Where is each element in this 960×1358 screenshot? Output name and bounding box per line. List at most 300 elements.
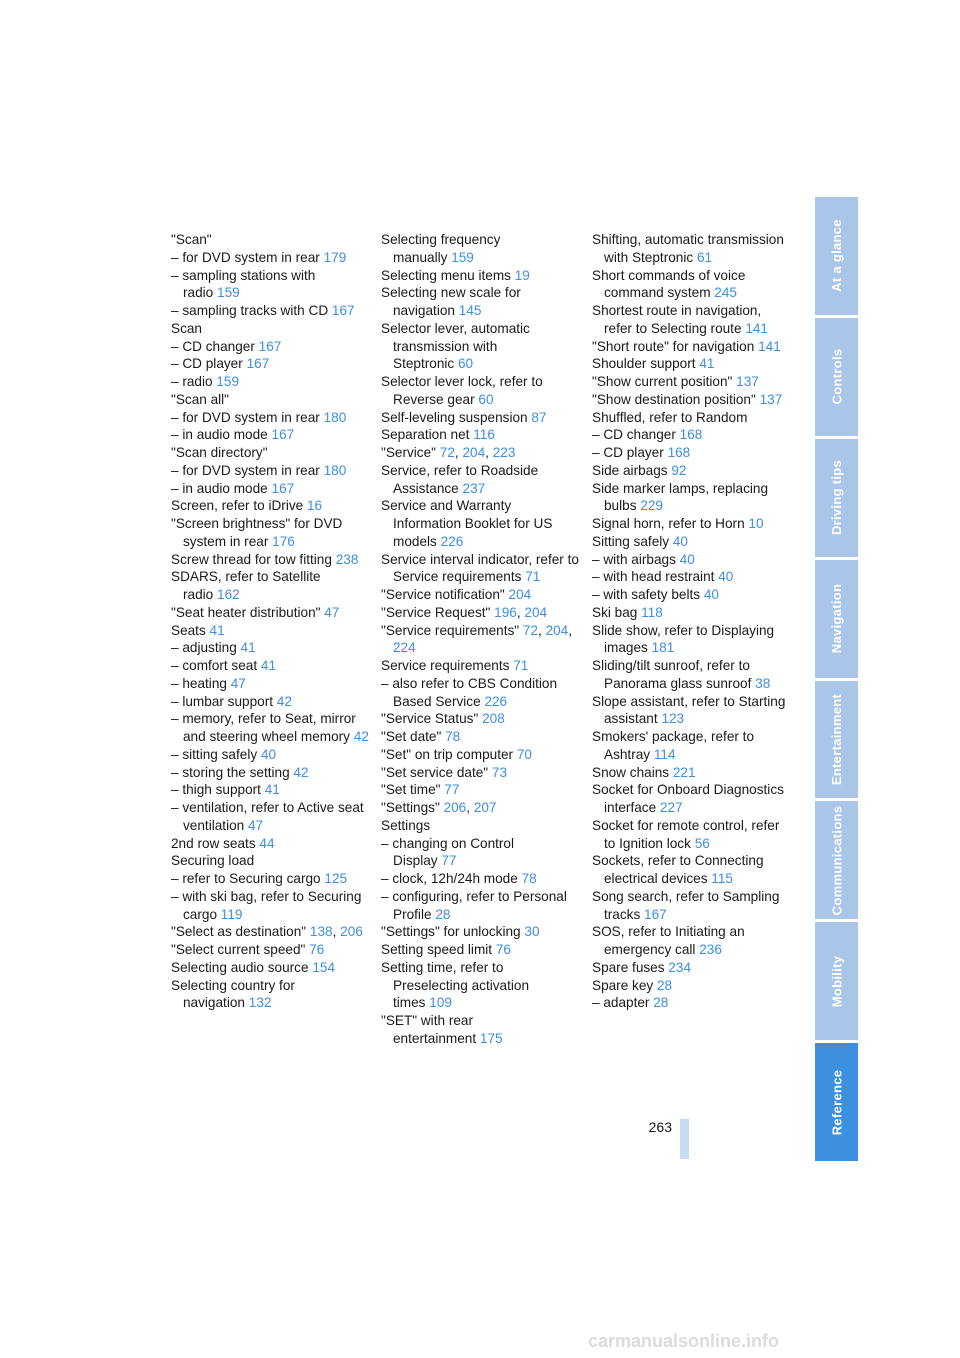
page-reference-link[interactable]: 30 bbox=[524, 924, 540, 940]
index-entry bbox=[171, 391, 371, 409]
index-entry bbox=[171, 870, 371, 888]
index-entry-term: 2nd row seats bbox=[171, 835, 256, 851]
index-entry-term: Slope assistant, refer to Starting assistant bbox=[592, 693, 786, 727]
page-reference-link[interactable]: 221 bbox=[672, 764, 696, 780]
page-reference-link[interactable]: 42 bbox=[276, 693, 292, 709]
index-entry bbox=[592, 480, 792, 516]
chapter-tab-label: Reference bbox=[829, 1069, 845, 1135]
page-reference-link[interactable]: 137 bbox=[736, 374, 759, 389]
index-entry bbox=[171, 444, 371, 462]
index-entry bbox=[592, 693, 792, 729]
index-entry: "Select as destination" 138, 206 bbox=[171, 924, 363, 940]
page-reference-link[interactable]: 10 bbox=[748, 516, 764, 531]
index-entry bbox=[171, 551, 371, 569]
index-entry bbox=[171, 249, 371, 267]
index-entry bbox=[592, 888, 792, 924]
index-entry bbox=[381, 870, 581, 888]
page-reference-link[interactable]: 87 bbox=[531, 409, 547, 425]
page-reference-link[interactable]: 40 bbox=[718, 569, 734, 585]
index-entry-term: Selector lever, automatic transmission with Steptronic bbox=[381, 320, 530, 372]
index-entry bbox=[171, 302, 371, 320]
index-entry bbox=[171, 959, 371, 977]
index-entry bbox=[171, 462, 371, 480]
page-reference-link[interactable]: 41 bbox=[699, 356, 715, 372]
page-reference-link[interactable]: 175 bbox=[479, 1030, 503, 1046]
index-entry-term: SDARS, refer to Satellite radio bbox=[171, 569, 321, 602]
page-reference-link[interactable]: 28 bbox=[653, 995, 669, 1011]
page-reference-link[interactable]: 223 bbox=[492, 445, 516, 460]
index-entry-term: – refer to Securing cargo bbox=[171, 871, 321, 886]
chapter-tab-label: Mobility bbox=[829, 955, 845, 1007]
index-entry-term: – comfort seat bbox=[171, 658, 258, 673]
index-entry-term: Separation net bbox=[381, 427, 470, 443]
chapter-tab-label: Navigation bbox=[829, 583, 844, 654]
page-reference-link[interactable]: 179 bbox=[323, 249, 347, 265]
index-entry-term: "SET" with rear entertainment bbox=[381, 1013, 477, 1046]
index-entry bbox=[592, 586, 792, 604]
chapter-tabs bbox=[815, 197, 858, 1161]
page-reference-link[interactable]: 168 bbox=[667, 445, 691, 460]
index-entry bbox=[171, 497, 371, 515]
page-reference-link[interactable]: 159 bbox=[451, 249, 474, 265]
index-entry bbox=[171, 977, 371, 1013]
index-entry bbox=[171, 710, 371, 746]
index-entry bbox=[592, 728, 792, 764]
index-entry-term: – also refer to CBS Condition Based Service bbox=[381, 675, 558, 709]
index-entry bbox=[381, 781, 581, 799]
index-entry bbox=[592, 409, 792, 427]
index-entry bbox=[171, 941, 371, 959]
index-entry-term: "Set date" bbox=[381, 729, 442, 744]
index-entry: "Service" 72, 204, 223 bbox=[381, 445, 516, 460]
index-entry bbox=[592, 977, 792, 995]
page-reference-link[interactable]: 42 bbox=[293, 764, 309, 780]
index-entry-term: Selecting frequency manually bbox=[381, 232, 501, 265]
page-reference-link[interactable]: 204 bbox=[508, 587, 532, 602]
page-reference-link[interactable]: 206 bbox=[340, 924, 363, 940]
index-entry bbox=[592, 657, 792, 693]
page-reference-link[interactable]: 60 bbox=[458, 356, 474, 372]
page-reference-link[interactable]: 196 bbox=[494, 604, 517, 620]
page-reference-link[interactable]: 159 bbox=[217, 285, 240, 301]
index-entry-term: "Short route" for navigation bbox=[592, 338, 755, 354]
index-entry-term: – CD changer bbox=[171, 338, 255, 354]
index-entry-term: Short commands of voice command system bbox=[592, 267, 746, 301]
page-reference-link[interactable]: 40 bbox=[679, 551, 695, 567]
page-reference-link[interactable]: 19 bbox=[514, 267, 530, 283]
index-entry-term: – with ski bag, refer to Securing cargo bbox=[171, 888, 362, 922]
page-reference-link[interactable]: 118 bbox=[641, 604, 663, 620]
page-reference-link[interactable]: 237 bbox=[462, 480, 486, 496]
index-entry bbox=[592, 355, 792, 373]
page-reference-link[interactable]: 47 bbox=[324, 604, 340, 620]
index-entry-term: – radio bbox=[171, 374, 213, 389]
index-entry-term: – CD player bbox=[171, 356, 243, 372]
index-entry-term: Setting time, refer to Preselecting activation times bbox=[381, 959, 530, 1011]
page-reference-link[interactable]: 141 bbox=[745, 320, 768, 336]
index-entry-term: "Select current speed" bbox=[171, 942, 306, 957]
index-entry-term: – with safety belts bbox=[592, 587, 701, 602]
index-entry-term: – for DVD system in rear bbox=[171, 249, 320, 265]
index-entry bbox=[592, 764, 792, 782]
index-entry-term: – in audio mode bbox=[171, 427, 268, 443]
index-entry bbox=[171, 568, 371, 604]
index-entry bbox=[381, 817, 581, 835]
index-entry bbox=[381, 284, 581, 320]
page-reference-link[interactable]: 56 bbox=[694, 835, 710, 851]
page-reference-link[interactable]: 92 bbox=[671, 462, 687, 478]
page-reference-link[interactable]: 132 bbox=[248, 995, 272, 1011]
index-entry-term: – with airbags bbox=[592, 551, 676, 567]
index-entry-term: "Scan" bbox=[171, 232, 212, 247]
page-reference-link[interactable]: 167 bbox=[331, 303, 355, 318]
index-entry-term: Side airbags bbox=[592, 462, 668, 478]
index-entry bbox=[171, 693, 371, 711]
index-entry-term: Self-leveling suspension bbox=[381, 409, 528, 425]
page-reference-link[interactable]: 40 bbox=[703, 587, 719, 602]
page-reference-link[interactable]: 78 bbox=[521, 871, 537, 886]
index-entry-term: "Select as destination" bbox=[171, 924, 307, 940]
page-reference-link[interactable]: 236 bbox=[699, 942, 722, 957]
index-column-3 bbox=[592, 231, 792, 1012]
index-entry-term: "Seat heater distribution" bbox=[171, 604, 321, 620]
index-entry bbox=[592, 551, 792, 569]
index-entry-term: "Set time" bbox=[381, 782, 441, 798]
index-entry-term: – sitting safely bbox=[171, 746, 258, 762]
index-entry bbox=[381, 551, 581, 587]
index-entry-term: – memory, refer to Seat, mirror and steering wheel memory bbox=[171, 711, 356, 744]
page-reference-link[interactable]: 41 bbox=[209, 622, 225, 638]
index-entry bbox=[171, 338, 371, 356]
index-entry-term: – thigh support bbox=[171, 782, 261, 798]
page-reference-link[interactable]: 41 bbox=[240, 640, 256, 656]
page-reference-link[interactable]: 76 bbox=[309, 942, 325, 957]
page-reference-link[interactable]: 167 bbox=[271, 427, 295, 443]
index-entry bbox=[592, 622, 792, 658]
page-reference-link[interactable]: 47 bbox=[230, 675, 246, 691]
index-entry-term: "Service" bbox=[381, 445, 436, 460]
index-entry-term: – adjusting bbox=[171, 640, 237, 656]
chapter-tab-label: Driving tips bbox=[829, 460, 845, 536]
index-entry-term: – adapter bbox=[592, 995, 650, 1011]
index-entry: "Service requirements" 72, 204, 224 bbox=[381, 622, 573, 656]
page-number-bar bbox=[680, 1119, 689, 1159]
index-entry bbox=[171, 409, 371, 427]
chapter-tab-label: Controls bbox=[829, 348, 844, 405]
index-entry-term: Song search, refer to Sampling tracks bbox=[592, 888, 780, 922]
index-entry bbox=[171, 373, 371, 391]
page-reference-link[interactable]: 71 bbox=[513, 658, 529, 673]
page-reference-link[interactable]: 176 bbox=[272, 533, 295, 549]
index-entry-term: "Service requirements" bbox=[381, 622, 520, 638]
page-reference-link[interactable]: 162 bbox=[217, 587, 240, 602]
index-entry bbox=[592, 817, 792, 853]
index-entry-term: "Scan directory" bbox=[171, 445, 268, 460]
page-reference-link[interactable]: 28 bbox=[435, 906, 451, 922]
index-entry-term: Screen, refer to iDrive bbox=[171, 498, 304, 514]
page-reference-link[interactable]: 40 bbox=[260, 746, 277, 762]
page-reference-link[interactable]: 123 bbox=[661, 711, 685, 727]
index-entry-term: – for DVD system in rear bbox=[171, 462, 320, 478]
page-reference-link[interactable]: 77 bbox=[441, 853, 457, 869]
page-reference-link[interactable]: 71 bbox=[525, 569, 541, 585]
index-entry-term: "Screen brightness" for DVD system in rear bbox=[171, 516, 343, 549]
index-entry-term: "Service notification" bbox=[381, 587, 505, 602]
index-entry bbox=[171, 320, 371, 338]
index-entry-term: Socket for remote control, refer to Ignition lock bbox=[592, 817, 780, 851]
index-entry-term: Sockets, refer to Connecting electrical devices bbox=[592, 853, 764, 886]
page-reference-link[interactable]: 40 bbox=[672, 533, 688, 549]
index-entry bbox=[381, 586, 581, 604]
page-reference-link[interactable]: 77 bbox=[444, 782, 460, 798]
page-reference-link[interactable]: 141 bbox=[758, 338, 781, 354]
chapter-tab-reference[interactable] bbox=[815, 1043, 858, 1161]
index-entry bbox=[171, 355, 371, 373]
page-reference-link[interactable]: 167 bbox=[246, 356, 270, 372]
index-entry bbox=[171, 675, 371, 693]
index-entry bbox=[592, 267, 792, 303]
index-entry-term: "Show destination position" bbox=[592, 391, 756, 407]
index-entry bbox=[592, 444, 792, 462]
index-entry-term: – ventilation, refer to Active seat ventilation bbox=[171, 800, 364, 833]
chapter-tab-label: Communications bbox=[829, 805, 844, 916]
index-entry bbox=[381, 462, 581, 498]
index-entry bbox=[171, 639, 371, 657]
index-entry-term: "Show current position" bbox=[592, 374, 733, 389]
chapter-tab-communications[interactable] bbox=[815, 801, 858, 919]
page-reference-link[interactable]: 227 bbox=[659, 800, 683, 815]
page-reference-link[interactable]: 224 bbox=[393, 640, 416, 656]
page-reference-link[interactable]: 154 bbox=[312, 959, 336, 975]
index-entry bbox=[381, 409, 581, 427]
index-entry bbox=[381, 728, 581, 746]
page-reference-link[interactable]: 181 bbox=[651, 640, 675, 656]
index-entry-term: "Scan all" bbox=[171, 391, 230, 407]
page-reference-link[interactable]: 137 bbox=[759, 391, 783, 407]
index-entry-term: Service requirements bbox=[381, 658, 510, 673]
index-entry-term: "Set" on trip computer bbox=[381, 746, 514, 762]
index-entry-term: Selecting audio source bbox=[171, 959, 309, 975]
index-entry-term: Shuffled, refer to Random bbox=[592, 409, 748, 425]
index-entry bbox=[171, 604, 371, 622]
page-reference-link[interactable]: 116 bbox=[473, 427, 495, 443]
index-entry bbox=[171, 764, 371, 782]
page-reference-link[interactable]: 60 bbox=[478, 391, 494, 407]
index-entry-term: – with head restraint bbox=[592, 569, 715, 585]
page-reference-link[interactable]: 145 bbox=[458, 303, 482, 318]
chapter-tab-at-a-glance[interactable] bbox=[815, 197, 858, 315]
index-entry-term: Shortest route in navigation, refer to Selecting route bbox=[592, 303, 762, 336]
page-reference-link[interactable]: 47 bbox=[248, 817, 264, 833]
chapter-tab-label: Entertainment bbox=[829, 693, 844, 786]
index-entry: "Settings" 206, 207 bbox=[381, 800, 497, 815]
index-entry bbox=[592, 923, 792, 959]
index-entry-term: Selecting menu items bbox=[381, 267, 511, 283]
page-reference-link[interactable]: 119 bbox=[220, 906, 243, 922]
page-reference-link[interactable]: 109 bbox=[429, 995, 452, 1011]
index-entry bbox=[171, 231, 371, 249]
index-entry-term: Securing load bbox=[171, 853, 255, 869]
index-entry bbox=[381, 746, 581, 764]
index-entry bbox=[592, 568, 792, 586]
index-entry bbox=[381, 231, 581, 267]
index-entry-term: Scan bbox=[171, 320, 202, 336]
page-reference-link[interactable]: 70 bbox=[516, 746, 532, 762]
index-entry bbox=[171, 781, 371, 799]
index-entry bbox=[381, 710, 581, 728]
index-entry-term: – clock, 12h/24h mode bbox=[381, 871, 518, 886]
index-entry-term: Side marker lamps, replacing bulbs bbox=[592, 480, 769, 514]
index-entry bbox=[592, 231, 792, 267]
index-entry-term: "Service Request" bbox=[381, 604, 491, 620]
index-entry-term: – for DVD system in rear bbox=[171, 409, 320, 425]
page-number: 263 bbox=[648, 1119, 672, 1135]
index-entry bbox=[381, 675, 581, 711]
page-reference-link[interactable]: 234 bbox=[668, 959, 692, 975]
index-entry bbox=[592, 533, 792, 551]
page-reference-link[interactable]: 159 bbox=[216, 374, 240, 389]
index-entry-term: "Set service date" bbox=[381, 764, 489, 780]
index-entry bbox=[171, 888, 371, 924]
index-entry-term: Socket for Onboard Diagnostics interface bbox=[592, 782, 784, 815]
index-entry bbox=[592, 515, 792, 533]
index-entry-term: Selecting new scale for navigation bbox=[381, 285, 521, 318]
page-reference-link[interactable]: 38 bbox=[755, 675, 771, 691]
page-reference-link[interactable]: 72 bbox=[522, 622, 538, 638]
index-entry bbox=[381, 497, 581, 550]
index-entry-term: "Settings" for unlocking bbox=[381, 924, 521, 940]
page-reference-link[interactable]: 245 bbox=[714, 285, 737, 301]
index-entry bbox=[171, 746, 371, 764]
index-entry-term: Seats bbox=[171, 622, 206, 638]
chapter-tab-entertainment[interactable] bbox=[815, 681, 858, 799]
index-entry bbox=[381, 373, 581, 409]
page-reference-link[interactable]: 138 bbox=[309, 924, 333, 940]
index-entry bbox=[592, 426, 792, 444]
index-entry-term: – CD player bbox=[592, 445, 664, 460]
index-entry bbox=[592, 852, 792, 888]
index-entry-term: Spare key bbox=[592, 977, 654, 993]
index-entry-term: – CD changer bbox=[592, 427, 676, 443]
index-entry-term: Service interval indicator, refer to Service requirements bbox=[381, 551, 579, 585]
index-entry bbox=[592, 781, 792, 817]
index-entry-term: Service, refer to Roadside Assistance bbox=[381, 462, 539, 496]
index-entry-term: – sampling tracks with CD bbox=[171, 303, 329, 318]
page-reference-link[interactable]: 204 bbox=[462, 445, 486, 460]
page-reference-link[interactable]: 16 bbox=[307, 498, 323, 514]
page-reference-link[interactable]: 204 bbox=[545, 622, 569, 638]
index-entry-term: – sampling stations with radio bbox=[171, 267, 316, 301]
index-entry-term: – storing the setting bbox=[171, 764, 290, 780]
index-entry-term: – lumbar support bbox=[171, 693, 274, 709]
chapter-tab-navigation[interactable] bbox=[815, 560, 858, 678]
page-reference-link[interactable]: 168 bbox=[679, 427, 703, 443]
index-entry-term: Setting speed limit bbox=[381, 942, 493, 957]
page-reference-link[interactable]: 28 bbox=[657, 977, 673, 993]
page-reference-link[interactable]: 207 bbox=[473, 800, 497, 815]
page-reference-link[interactable]: 114 bbox=[653, 746, 676, 762]
index-entry-term: Screw thread for tow fitting bbox=[171, 551, 332, 567]
index-entry-term: Slide show, refer to Displaying images bbox=[592, 622, 775, 656]
watermark: carmanualsonline.info bbox=[588, 1331, 780, 1351]
chapter-tab-label: At a glance bbox=[829, 219, 844, 293]
page-reference-link[interactable]: 226 bbox=[484, 693, 508, 709]
page-reference-link[interactable]: 61 bbox=[696, 249, 713, 265]
index-entry bbox=[381, 320, 581, 373]
index-entry bbox=[592, 338, 792, 356]
index-entry bbox=[592, 959, 792, 977]
index-entry bbox=[592, 391, 792, 409]
page-reference-link[interactable]: 204 bbox=[524, 604, 548, 620]
index-entry-term: Selecting country for navigation bbox=[171, 977, 295, 1011]
index-entry-term: Ski bag bbox=[592, 604, 638, 620]
page-reference-link[interactable]: 206 bbox=[443, 800, 467, 815]
index-entry-term: – in audio mode bbox=[171, 480, 268, 496]
page-reference-link[interactable]: 41 bbox=[264, 782, 280, 798]
page-reference-link[interactable]: 180 bbox=[323, 462, 347, 478]
index-entry bbox=[381, 657, 581, 675]
index-entry-term: Shoulder support bbox=[592, 356, 696, 372]
index-entry-term: Service and Warranty Information Booklet for US models bbox=[381, 498, 553, 549]
index-entry bbox=[592, 604, 792, 622]
index-entry bbox=[381, 1012, 581, 1048]
page-reference-link[interactable]: 42 bbox=[353, 729, 369, 744]
index-entry bbox=[171, 799, 371, 835]
index-column-1 bbox=[171, 231, 371, 1012]
index-entry bbox=[381, 426, 581, 444]
page-reference-link[interactable]: 229 bbox=[640, 498, 663, 514]
page-reference-link[interactable]: 73 bbox=[491, 764, 508, 780]
index-entry-term: – changing on Control Display bbox=[381, 835, 515, 869]
index-entry bbox=[381, 941, 581, 959]
index-entry-term: Settings bbox=[381, 817, 431, 833]
index-entry bbox=[171, 267, 371, 303]
index-entry-term: SOS, refer to Initiating an emergency call bbox=[592, 924, 745, 957]
index-entry bbox=[171, 835, 371, 853]
chapter-tab-driving-tips[interactable] bbox=[815, 439, 858, 557]
page-reference-link[interactable]: 180 bbox=[323, 409, 347, 425]
page-reference-link[interactable]: 78 bbox=[445, 729, 461, 744]
index-entry-term: Smokers' package, refer to Ashtray bbox=[592, 729, 755, 762]
page-reference-link[interactable]: 238 bbox=[335, 551, 359, 567]
chapter-tab-mobility[interactable] bbox=[815, 922, 858, 1040]
index-entry bbox=[171, 515, 371, 551]
index-entry bbox=[171, 622, 371, 640]
page-reference-link[interactable]: 167 bbox=[271, 480, 295, 496]
index-entry: "Service Request" 196, 204 bbox=[381, 604, 548, 620]
index-entry bbox=[171, 657, 371, 675]
page-reference-link[interactable]: 226 bbox=[440, 533, 464, 549]
index-entry bbox=[381, 888, 581, 924]
index-entry bbox=[381, 923, 581, 941]
index-entry bbox=[592, 994, 792, 1012]
page-reference-link[interactable]: 76 bbox=[495, 942, 511, 957]
index-entry bbox=[171, 426, 371, 444]
page-reference-link[interactable]: 41 bbox=[260, 658, 277, 673]
page-reference-link[interactable]: 167 bbox=[258, 338, 282, 354]
index-entry-term: Sliding/tilt sunroof, refer to Panorama glass sunroof bbox=[592, 658, 752, 691]
page-reference-link[interactable]: 72 bbox=[439, 445, 455, 460]
page-reference-link[interactable]: 44 bbox=[259, 835, 275, 851]
page-reference-link[interactable]: 125 bbox=[324, 871, 348, 886]
page-reference-link[interactable]: 115 bbox=[711, 871, 733, 886]
index-column-2 bbox=[381, 231, 581, 1048]
chapter-tab-controls[interactable] bbox=[815, 318, 858, 436]
index-entry-term: "Service Status" bbox=[381, 711, 479, 727]
page-reference-link[interactable]: 208 bbox=[482, 711, 505, 727]
page-reference-link[interactable]: 167 bbox=[644, 906, 667, 922]
index-entry bbox=[171, 480, 371, 498]
